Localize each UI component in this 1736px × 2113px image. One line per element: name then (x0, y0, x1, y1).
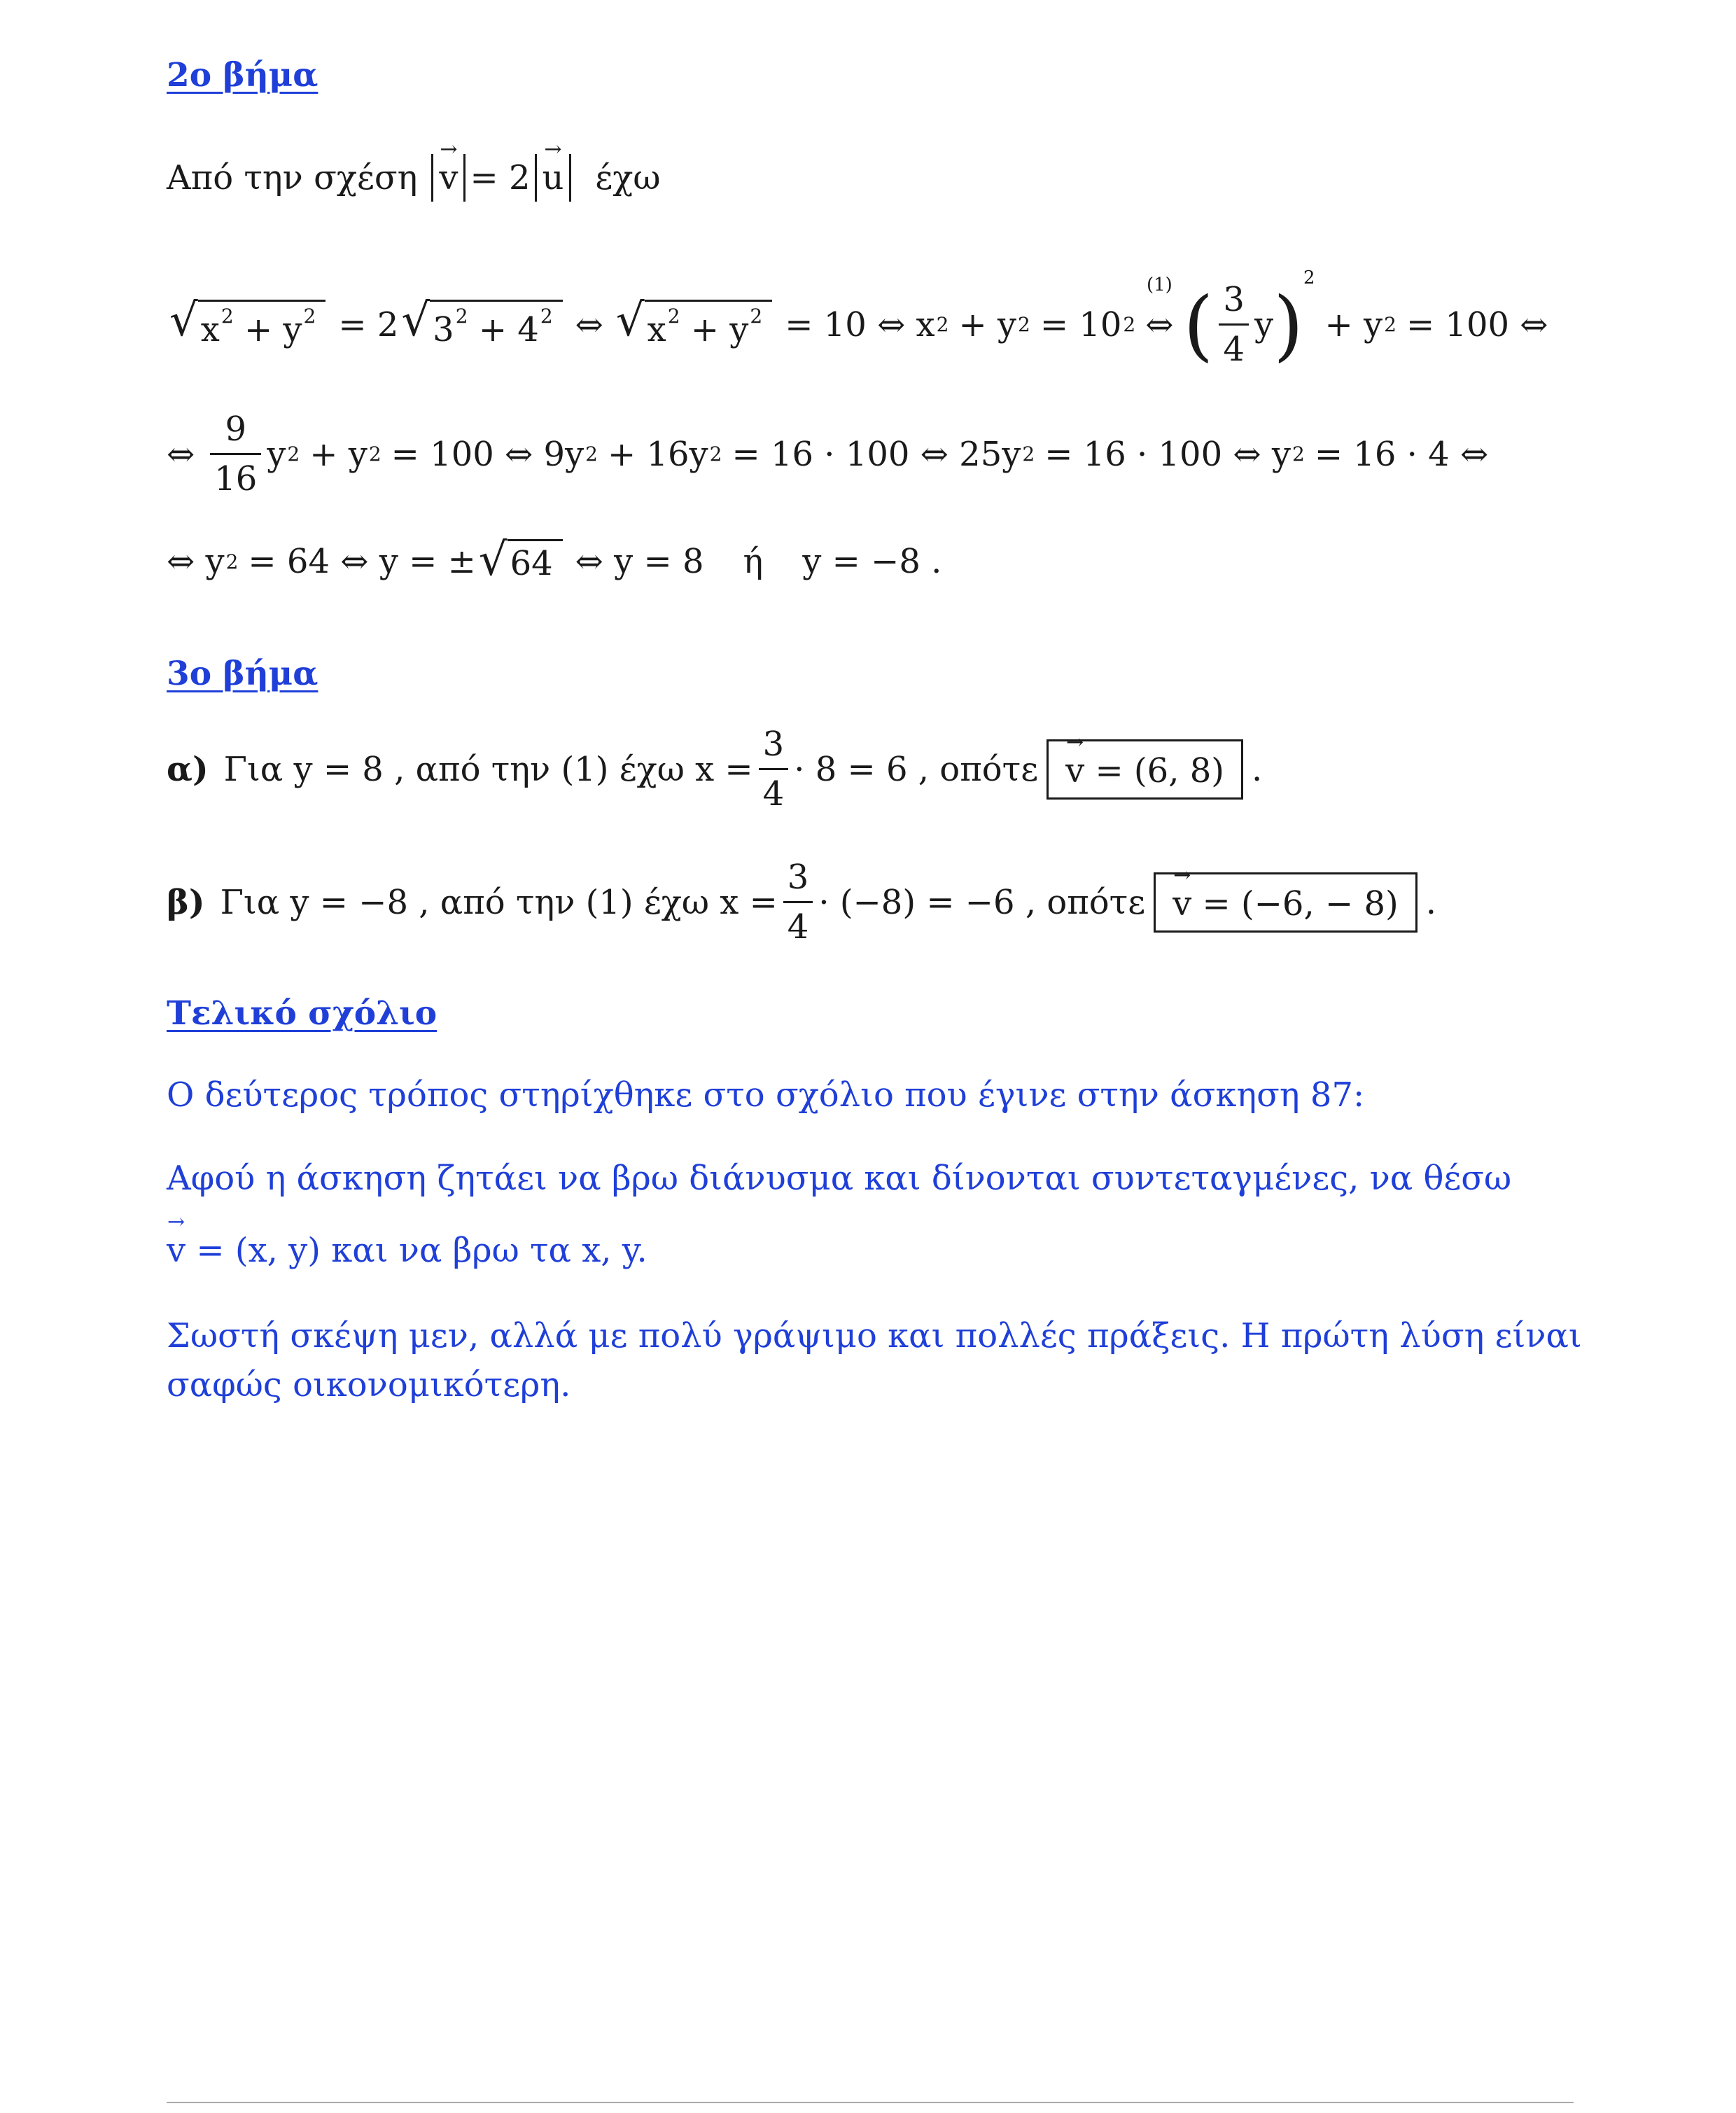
eq1-j: + y (958, 305, 1017, 344)
final-heading: Τελικό σχόλιο (167, 994, 438, 1033)
eq1-n: + y (1324, 305, 1383, 344)
case-a: α) Για y = 8 , από την (1) έχω x = $\frac{3}{4}$ · 8 = 6 , οπότε → v = (6, 8) . (167, 725, 1262, 814)
abs-v (431, 154, 465, 202)
final-paragraph-3-line-2: σαφώς οικονομικότερη. (167, 1365, 571, 1404)
eq1-o: = 100 ⇔ (1406, 305, 1548, 344)
iff-ref-1: (1) ⇔ (1145, 274, 1174, 344)
case-a-label: α) (167, 749, 209, 789)
final-paragraph-2-line-2: → v = (x, y) και να βρω τα x, y. (167, 1231, 648, 1270)
final-paragraph-2-line-1: Αφού η άσκηση ζητάει να βρω διάνυσμα και δίνονται συντεταγμένες, να θέσω (167, 1159, 1512, 1198)
intro-prefix: Από την σχέση (167, 158, 418, 197)
vector-u: → u (542, 158, 564, 197)
final-vector-v: → v (167, 1231, 186, 1270)
step3-heading: 3ο βήμα (167, 655, 318, 693)
step2-intro (167, 154, 661, 202)
case-b-result-box: → v = (−6, − 8) (1154, 872, 1418, 933)
final-paragraph-3-line-1: Σωστή σκέψη μεν, αλλά με πολύ γράψιμο και πολλές πράξεις. Η πρώτη λύση είναι (167, 1316, 1582, 1355)
eq1-i: = 10 ⇔ x (785, 305, 935, 344)
vector-v: → v (439, 158, 458, 197)
case-a-result-box: → v = (6, 8) (1046, 739, 1243, 800)
case-b-label: β) (167, 882, 205, 922)
equation-line-2: ⇔ $\frac{9}{16}$ y 2 + y 2 = 100 ⇔ 9y 2 + 16y 2 = 16 · 100 ⇔ 25y 2 = 16 · 100 ⇔ y 2 = 16 · 4 ⇔ (167, 410, 1489, 498)
eq1-y: y (1254, 305, 1274, 344)
sqrt-64: √ 64 (479, 539, 563, 584)
case-a-frac: $\frac{3}{4}$ (759, 725, 789, 814)
case-b-frac: $\frac{3}{4}$ (783, 858, 813, 947)
frac-3-4: $\frac{3}{4}$ (1219, 280, 1249, 369)
abs-u (535, 154, 572, 202)
step2-heading: 2ο βήμα (167, 56, 318, 95)
case-b: β) Για y = −8 , από την (1) έχω x = $\frac{3}{4}$ · (−8) = −6 , οπότε → v = (−6, − 8) . (167, 858, 1436, 947)
footer-rule (167, 2102, 1574, 2103)
equation-line-1: √ $x^2 + y^2$ = 2 √ $3^2 + 4^2$ ⇔ √ $x^2 + y^2$ = 10 ⇔ x 2 + y 2 = 10 2 (1) ⇔ ( $\frac{3}{4}$ y ) 2 + y 2 = 100 ⇔ (169, 267, 1548, 370)
intro-suffix: έχω (595, 158, 661, 197)
eq2-iff: ⇔ (167, 434, 195, 474)
sqrt-2: √ $3^2 + 4^2$ (401, 300, 562, 349)
sqrt-1: √ $x^2 + y^2$ (169, 300, 326, 349)
eq1-c: = 2 (338, 305, 399, 344)
frac-9-16: $\frac{9}{16}$ (210, 410, 261, 498)
eq1-k: = 10 (1040, 305, 1122, 344)
equation-line-3: ⇔ y 2 = 64 ⇔ y = ± √ 64 ⇔ y = 8 ή y = −8 . (167, 534, 942, 586)
sqrt-3: √ $x^2 + y^2$ (616, 300, 772, 349)
final-paragraph-1: Ο δεύτερος τρόπος στηρίχθηκε στο σχόλιο που έγινε στην άσκηση 87: (167, 1075, 1365, 1115)
intro-eq: = 2 (470, 158, 531, 197)
eq1-iff: ⇔ (575, 305, 603, 344)
